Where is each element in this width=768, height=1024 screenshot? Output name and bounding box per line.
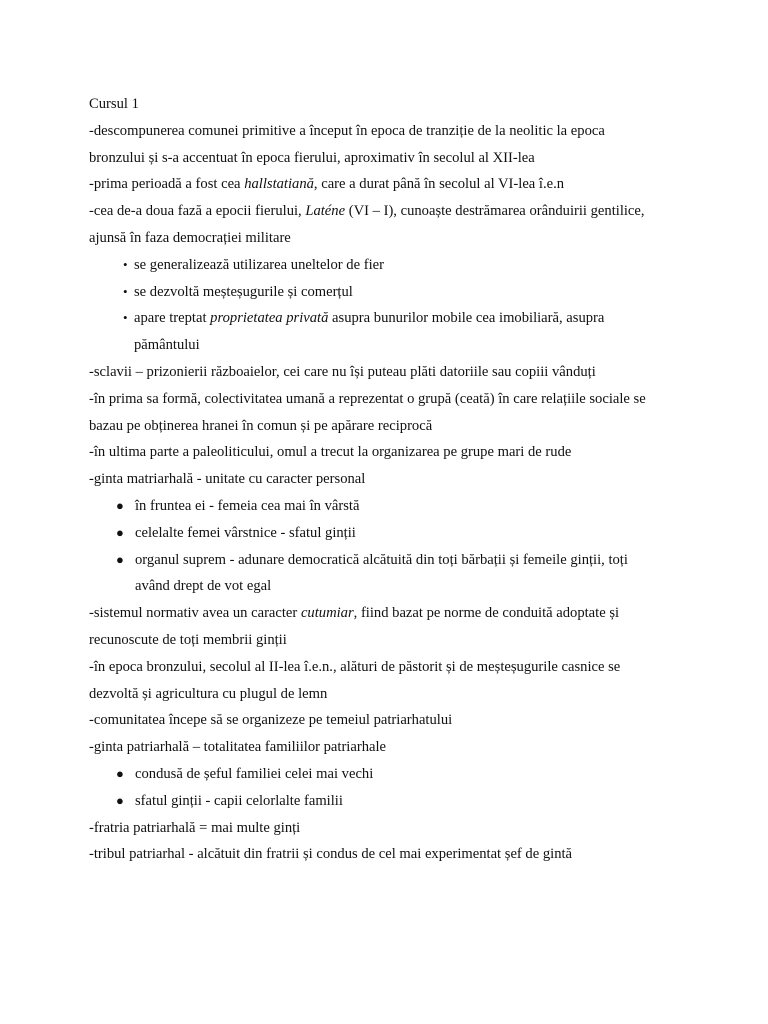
- paragraph-line: -în epoca bronzului, secolul al II-lea î.e.n., alături de păstorit și de meșteșugurile casnice se: [89, 658, 621, 675]
- list-item: [123, 279, 689, 306]
- text-span: -prima perioadă a fost cea: [89, 176, 245, 193]
- list-item-continuation: pământului: [134, 337, 200, 354]
- paragraph-line: -descompunerea comunei primitive a început în epoca de tranziție de la neolitic la epoca: [89, 122, 605, 139]
- paragraph-line: -tribul patriarhal - alcătuit din fratrii și condus de cel mai experimentat șef de gintă: [89, 846, 573, 863]
- list-item-text: organul suprem - adunare democratică alcătuită din toți bărbații și femeile ginții, toți: [135, 551, 628, 568]
- paragraph-line: ajunsă în faza democrației militare: [89, 229, 291, 246]
- bullet-icon: •: [123, 283, 128, 299]
- paragraph-line: bazau pe obținerea hranei în comun și pe apărare reciprocă: [89, 417, 433, 434]
- paragraph-line: -comunitatea începe să se organizeze pe temeiul patriarhatului: [89, 712, 453, 729]
- bullet-icon: ●: [116, 792, 124, 808]
- text-span: -cea de-a doua fază a epocii fierului,: [89, 203, 306, 220]
- list-item: [123, 252, 689, 279]
- paragraph-line: -în ultima parte a paleoliticului, omul a trecut la organizarea pe grupe mari de rude: [89, 444, 572, 461]
- list-item: [123, 305, 689, 332]
- paragraph-line: -sclavii – prizonierii războaielor, cei care nu își puteau plăti datoriile sau copiii vânduți: [89, 363, 596, 380]
- bullet-icon: ●: [116, 551, 124, 567]
- paragraph-line: [89, 171, 689, 198]
- paragraph-line: -ginta patriarhală – totalitatea familiilor patriarhale: [89, 739, 387, 756]
- list-item: [116, 520, 689, 547]
- list-item-text: sfatul ginții - capii celorlalte familii: [135, 792, 343, 809]
- italic-term: hallstatiană: [244, 176, 314, 193]
- text-span: -sistemul normativ avea un caracter: [89, 605, 301, 622]
- paragraph-line: -ginta matriarhală - unitate cu caracter personal: [89, 471, 366, 488]
- text-span: apare treptat: [134, 310, 211, 327]
- text-span: (VI – I), cunoaște destrămarea orânduirii gentilice,: [345, 203, 645, 220]
- text-span: , fiind bazat pe norme de conduită adoptate și: [353, 605, 620, 622]
- paragraph-line: -în prima sa formă, colectivitatea umană a reprezentat o grupă (ceată) în care relațiile sociale se: [89, 390, 646, 407]
- paragraph-line: [89, 600, 689, 627]
- list-item: [116, 547, 689, 574]
- paragraph-line: -fratria patriarhală = mai multe ginți: [89, 819, 301, 836]
- document-page: [89, 91, 689, 868]
- bullet-icon: ●: [116, 497, 124, 513]
- bullet-icon: •: [123, 256, 128, 272]
- italic-term: cutumiar: [300, 605, 354, 622]
- list-item: [116, 493, 689, 520]
- italic-term: Laténe: [305, 203, 346, 220]
- text-span: asupra bunurilor mobile cea imobiliară, asupra: [328, 310, 605, 327]
- bullet-icon: •: [123, 310, 128, 326]
- paragraph-line: [89, 198, 689, 225]
- list-item-text: se dezvoltă meșteșugurile și comerțul: [134, 283, 353, 300]
- list-item-text: celelalte femei vârstnice - sfatul ginții: [135, 524, 356, 541]
- italic-term: proprietatea privată: [210, 310, 329, 327]
- text-span: , care a durat până în secolul al VI-lea î.e.n: [313, 176, 565, 193]
- list-item-text: în fruntea ei - femeia cea mai în vârstă: [135, 497, 360, 514]
- paragraph-line: dezvoltă și agricultura cu plugul de lemn: [89, 685, 328, 702]
- paragraph-line: recunoscute de toți membrii ginții: [89, 631, 287, 648]
- list-item: [116, 788, 689, 815]
- list-item-text: [134, 310, 604, 326]
- list-item-text: condusă de șeful familiei celei mai vechi: [135, 765, 374, 782]
- bullet-icon: ●: [116, 765, 124, 781]
- list-item-text: se generalizează utilizarea uneltelor de fier: [134, 256, 384, 273]
- page-title: Cursul 1: [89, 96, 139, 112]
- paragraph-line: bronzului și s-a accentuat în epoca fierului, aproximativ în secolul al XII-lea: [89, 149, 535, 166]
- bullet-icon: ●: [116, 524, 124, 540]
- list-item: [116, 761, 689, 788]
- list-item-continuation: având drept de vot egal: [135, 578, 272, 595]
